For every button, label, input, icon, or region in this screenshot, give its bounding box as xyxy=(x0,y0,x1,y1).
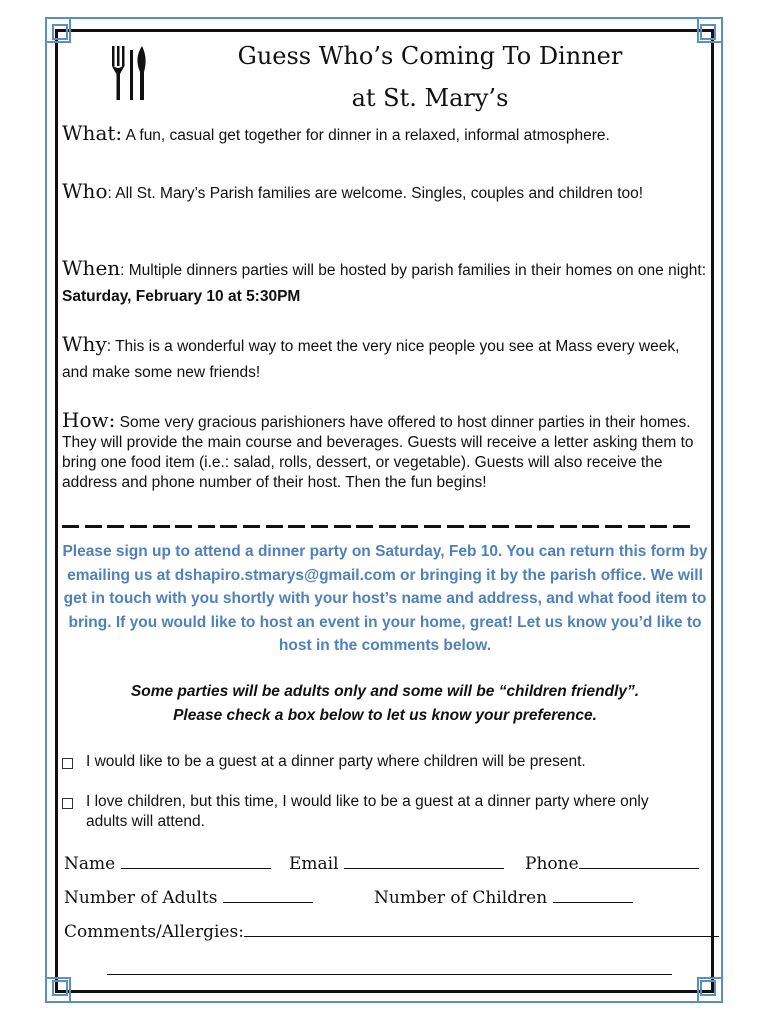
dash xyxy=(198,525,215,528)
section-label: Why xyxy=(62,332,107,356)
section-text: : This is a wonderful way to meet the very nice people you see at Mass every week, and make some new friends! xyxy=(62,338,680,381)
dash xyxy=(356,525,373,528)
adults-blank[interactable] xyxy=(223,885,313,903)
dash xyxy=(107,525,124,528)
section-text: : All St. Mary’s Parish families are welcome. Singles, couples and children too! xyxy=(107,185,644,202)
adults-field[interactable] xyxy=(64,885,313,908)
dash xyxy=(537,525,554,528)
dash xyxy=(605,525,622,528)
dash xyxy=(288,525,305,528)
dash xyxy=(311,525,328,528)
dash xyxy=(424,525,441,528)
preference-note xyxy=(60,680,710,727)
comments-blank[interactable] xyxy=(244,919,719,937)
dash xyxy=(130,525,147,528)
checkbox[interactable] xyxy=(62,798,73,809)
corner-ornament-inner xyxy=(52,24,68,40)
phone-label: Phone xyxy=(525,854,579,874)
dash xyxy=(220,525,237,528)
dash xyxy=(673,525,690,528)
dash xyxy=(85,525,102,528)
document-title: Guess Who’s Coming To Dinner xyxy=(237,42,623,70)
email-field[interactable] xyxy=(289,851,504,874)
option-label: I would like to be a guest at a dinner party where children will be present. xyxy=(86,753,586,770)
preference-line: Some parties will be adults only and some will be “children friendly”. xyxy=(130,683,640,700)
section-who xyxy=(62,178,707,207)
dash xyxy=(515,525,532,528)
inner-border xyxy=(55,29,714,993)
dash xyxy=(628,525,645,528)
option-label: I love children, but this time, I would like to be a guest at a dinner party where only adults will attend. xyxy=(86,793,649,830)
phone-field[interactable] xyxy=(525,851,699,874)
section-text: : Multiple dinners parties will be hosted by parish families in their homes on one night: xyxy=(120,262,707,279)
section-what xyxy=(62,120,707,149)
dash xyxy=(650,525,667,528)
option-children[interactable] xyxy=(62,752,702,772)
section-label: How: xyxy=(62,408,116,432)
corner-ornament-inner xyxy=(52,980,68,996)
dash xyxy=(469,525,486,528)
dash xyxy=(582,525,599,528)
section-label: What: xyxy=(62,121,123,145)
section-text: A fun, casual get together for dinner in a relaxed, informal atmosphere. xyxy=(122,127,610,144)
dash xyxy=(334,525,351,528)
section-how xyxy=(62,407,707,493)
event-date: Saturday, February 10 at 5:30PM xyxy=(62,288,301,305)
name-label: Name xyxy=(64,854,116,874)
fork-knife-icon xyxy=(110,44,152,102)
email-blank[interactable] xyxy=(344,851,504,869)
adults-label: Number of Adults xyxy=(64,888,218,908)
dash xyxy=(379,525,396,528)
dash xyxy=(447,525,464,528)
document-subtitle: at St. Mary’s xyxy=(351,84,509,112)
cut-line xyxy=(62,517,690,535)
phone-blank[interactable] xyxy=(579,851,699,869)
dash xyxy=(243,525,260,528)
signup-instructions: Please sign up to attend a dinner party on Saturday, Feb 10. You can return this form by emailing us at dshapiro.stmarys@gmail.com or bringing it by the parish office. We will get in touch with you shortly with your host’s name and address, and what food item to bring. If you would like to host an event in your home, great! Let us know you’d like to host in the comments below. xyxy=(62,543,708,654)
dash xyxy=(492,525,509,528)
email-label: Email xyxy=(289,854,339,874)
children-blank[interactable] xyxy=(553,885,633,903)
corner-ornament-inner xyxy=(700,24,716,40)
name-blank[interactable] xyxy=(121,851,271,869)
dash xyxy=(266,525,283,528)
children-label: Number of Children xyxy=(374,888,548,908)
comments-label: Comments/Allergies: xyxy=(64,922,244,942)
dash xyxy=(401,525,418,528)
section-text: Some very gracious parishioners have offered to host dinner parties in their homes. They will provide the main course and beverages. Guests will receive a letter asking them to bring one food item (i.e.: salad, rolls, dessert, or vegetable). Guests will also receive the address and phone number of their host. Then the fun begins! xyxy=(62,414,694,491)
dash xyxy=(153,525,170,528)
dash xyxy=(175,525,192,528)
name-field[interactable] xyxy=(64,851,271,874)
children-field[interactable] xyxy=(374,885,633,908)
section-label: Who xyxy=(62,179,108,203)
section-why xyxy=(62,331,707,386)
option-adults-only[interactable] xyxy=(62,792,692,832)
comments-extra-line[interactable] xyxy=(107,957,672,980)
dash xyxy=(560,525,577,528)
corner-ornament-inner xyxy=(700,980,716,996)
checkbox[interactable] xyxy=(62,758,73,769)
comments-blank-2[interactable] xyxy=(107,957,672,975)
section-label: When xyxy=(62,256,121,280)
comments-field[interactable] xyxy=(64,919,719,942)
preference-line: Please check a box below to let us know your preference. xyxy=(173,706,597,724)
dash xyxy=(62,525,79,528)
section-when xyxy=(62,255,707,310)
